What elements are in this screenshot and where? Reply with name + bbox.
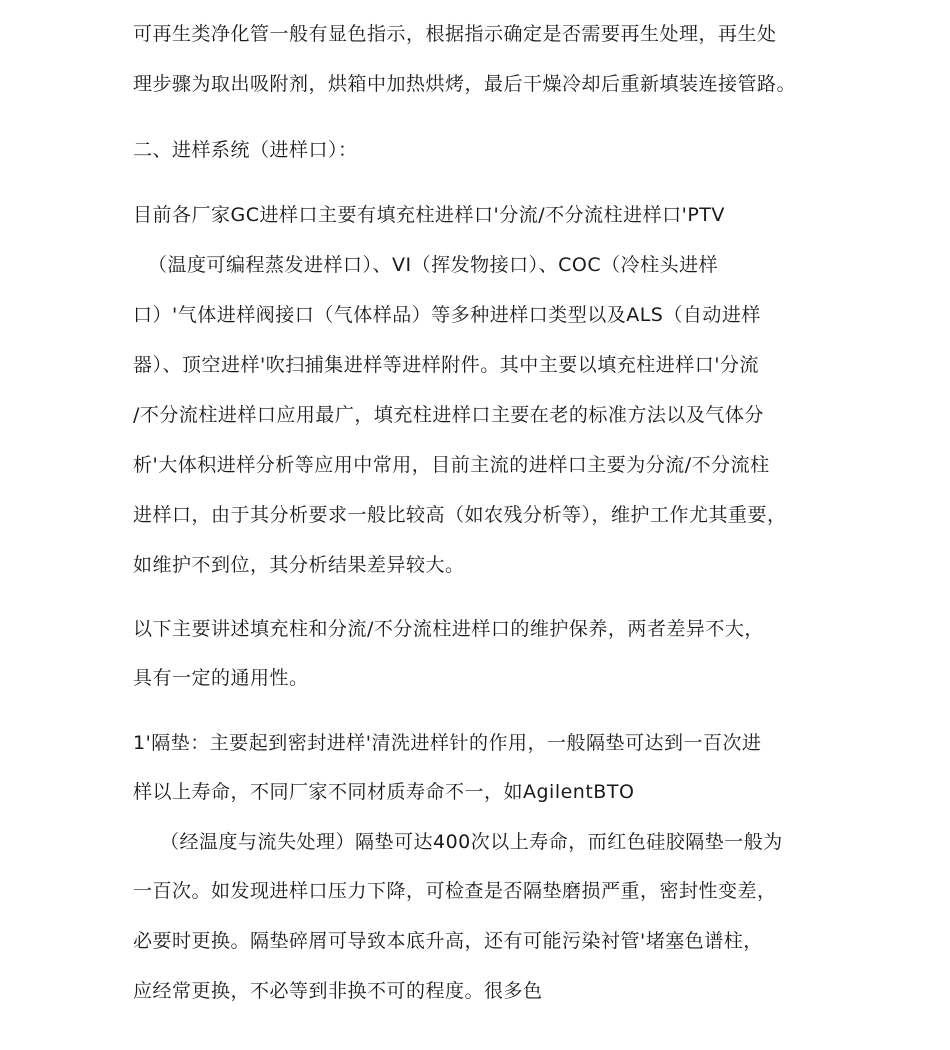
text-line: （经温度与流失处理）隔垫可达400次以上寿命，而红色硅胶隔垫一般为 — [160, 831, 783, 853]
text-line: 口）'气体进样阀接口（气体样品）等多种进样口类型以及ALS（自动进样 — [133, 304, 761, 326]
text-line: 具有一定的通用性。 — [133, 667, 309, 689]
text-line: 一百次。如发现进样口压力下降，可检查是否隔垫磨损严重，密封性变差， — [133, 880, 777, 902]
text-line: 如维护不到位，其分析结果差异较大。 — [133, 554, 465, 576]
text-line: /不分流柱进样口应用最广，填充柱进样口主要在老的标准方法以及气体分 — [133, 404, 764, 426]
text-line: 可再生类净化管一般有显色指示，根据指示确定是否需要再生处理，再生处 — [133, 23, 777, 45]
text-line: 进样口，由于其分析要求一般比较高（如农残分析等），维护工作尤其重要， — [133, 504, 787, 526]
text-line: 1'隔垫：主要起到密封进样'清洗进样针的作用，一般隔垫可达到一百次进 — [133, 732, 762, 754]
section-heading: 二、进样系统（进样口）： — [133, 139, 358, 161]
text-line: 必要时更换。隔垫碎屑可导致本底升高，还有可能污染衬管'堵塞色谱柱， — [133, 930, 763, 952]
text-line: 应经常更换，不必等到非换不可的程度。很多色 — [133, 980, 543, 1002]
text-line: （温度可编程蒸发进样口）、VI（挥发物接口）、COC（冷柱头进样 — [148, 254, 719, 276]
text-line: 理步骤为取出吸附剂，烘箱中加热烘烤，最后干燥冷却后重新填装连接管路。 — [133, 73, 797, 95]
text-line: 器）、顶空进样'吹扫捕集进样等进样附件。其中主要以填充柱进样口'分流 — [133, 354, 759, 376]
text-line: 目前各厂家GC进样口主要有填充柱进样口'分流/不分流柱进样口'PTV — [133, 204, 725, 226]
text-line: 析'大体积进样分析等应用中常用，目前主流的进样口主要为分流/不分流柱 — [133, 454, 770, 476]
text-line: 以下主要讲述填充柱和分流/不分流柱进样口的维护保养，两者差异不大， — [133, 618, 764, 640]
text-line: 样以上寿命，不同厂家不同材质寿命不一，如AgilentBTO — [133, 781, 635, 803]
